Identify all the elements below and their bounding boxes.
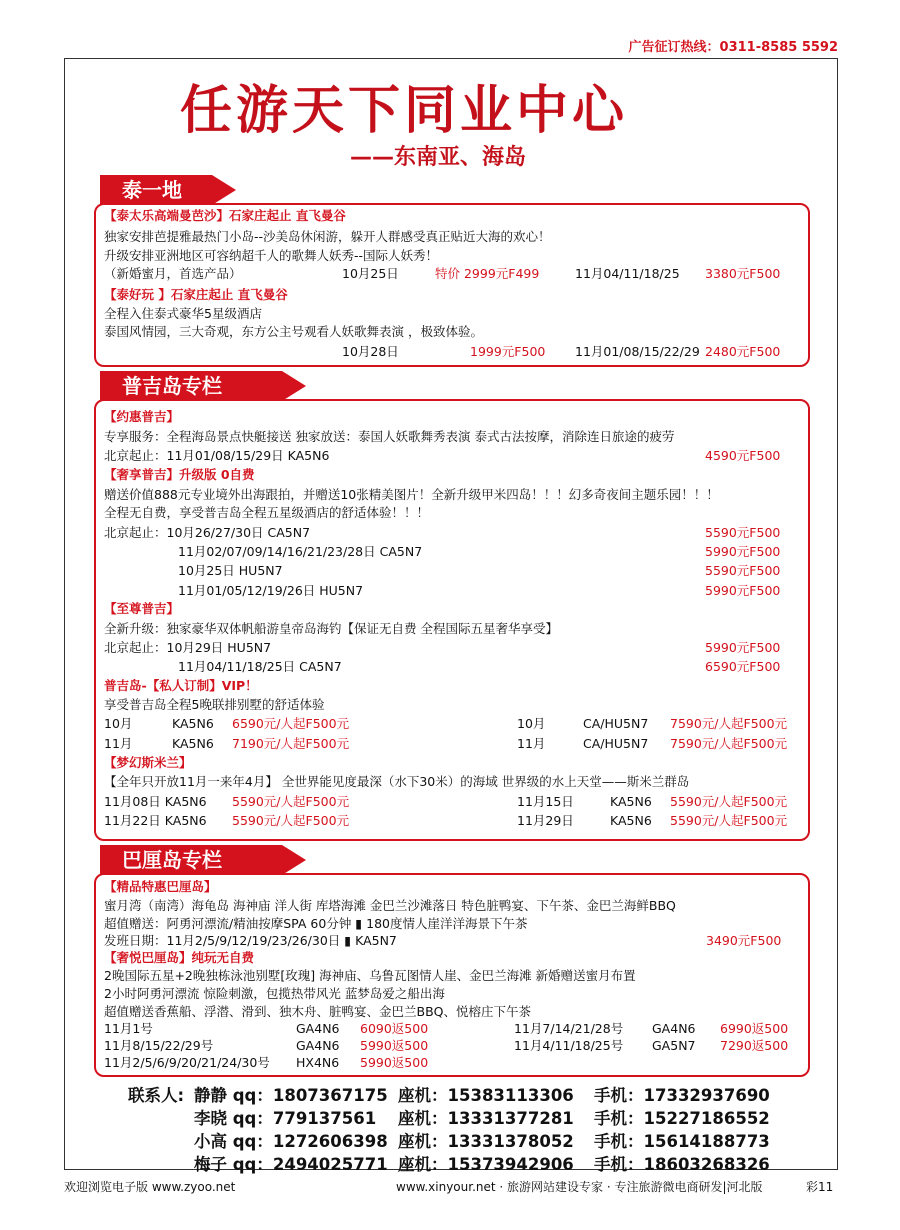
bali_lines-line: GA4N6 [296,1038,340,1053]
bali_lines-line: 【精品特惠巴厘岛】 [104,879,217,894]
phuket_lines-line: 10月25日 HU5N7 [178,563,283,578]
thai_lines-line: 【泰太乐高端曼芭沙】石家庄起止 直飞曼谷 [104,208,346,223]
contacts-label: 联系人: [128,1086,185,1105]
thai_lines-line: （新婚蜜月，首选产品） [104,266,242,281]
phuket_lines-line: 11月 [104,736,133,751]
phuket_lines-line: 【奢享普吉】升级版 0自费 [104,467,255,482]
phuket_lines-line: 北京起止：10月26/27/30日 CA5N7 [104,525,311,540]
thai_lines-line: 【泰好玩 】石家庄起止 直飞曼谷 [104,287,288,302]
thai_lines-line: 1999元F500 [470,344,546,359]
thai_lines-line: 泰国风情园，三大奇观，东方公主号观看人妖歌舞表演 ，极致体验。 [104,324,483,339]
contact-cell: 座机：13331377281 [398,1109,574,1128]
bali_lines-line: 6090返500 [360,1021,429,1036]
footer-left: 欢迎浏览电子版 www.zyoo.net [64,1180,236,1194]
phuket_lines-line: KA5N6 [172,736,214,751]
bali_lines-line: GA5N7 [652,1038,696,1053]
section-banner-phuket: 普吉岛专栏 [100,371,282,401]
phuket_lines-line: 11月29日 [517,813,574,828]
phuket_lines-line: 7590元/人起F500元 [670,736,788,751]
contact-cell: 座机：13331378052 [398,1132,574,1151]
phuket_lines-line: 普吉岛-【私人订制】VIP！ [104,678,258,693]
phuket_lines-line: CA/HU5N7 [583,736,649,751]
phuket_lines-line: KA5N6 [172,716,214,731]
phuket_lines-line: 11月15日 [517,794,574,809]
thai_lines-line: 2480元F500 [705,344,781,359]
phuket_lines-line: KA5N6 [610,794,652,809]
bali_lines-line: 6990返500 [720,1021,789,1036]
page-title: 任游天下同业中心 [180,81,629,141]
phuket_lines-line: 5590元F500 [705,563,781,578]
bali_lines-line: 7290返500 [720,1038,789,1053]
thai_lines-line: 升级安排亚洲地区可容纳超千人的歌舞人妖秀--国际人妖秀！ [104,248,439,263]
thai_lines-line: 11月01/08/15/22/29 [575,344,700,359]
phuket_lines-line: 赠送价值888元专业境外出海跟拍，并赠送10张精美图片！全新升级甲米四岛！！！幻多奇夜间主题乐园！！！ [104,487,719,502]
phuket_lines-line: 6590元/人起F500元 [232,716,350,731]
bali_lines-line: GA4N6 [296,1021,340,1036]
phuket_lines-line: 北京起止：10月29日 HU5N7 [104,640,272,655]
phuket_lines-line: 11月22日 KA5N6 [104,813,207,828]
section-banner-thai: 泰一地 [100,175,212,205]
phuket_lines-line: 7590元/人起F500元 [670,716,788,731]
bali_lines-line: 发班日期：11月2/5/9/12/19/23/26/30日 ▮ KA5N7 [104,933,397,948]
contact-cell: 手机：18603268326 [594,1155,770,1174]
phuket_lines-line: 5590元/人起F500元 [232,794,350,809]
contact-cell: 手机：17332937690 [594,1086,770,1105]
phuket_lines-line: 享受普吉岛全程5晚联排别墅的舒适体验 [104,697,325,712]
bali_lines-line: 【奢悦巴厘岛】纯玩无自费 [104,950,255,965]
bali_lines-line: 11月2/5/6/9/20/21/24/30号 [104,1055,270,1070]
phuket_lines-line: 专享服务：全程海岛景点快艇接送 独家放送：泰国人妖歌舞秀表演 泰式古法按摩，消除连日旅途的疲劳 [104,429,675,444]
contact-cell: 座机：15383113306 [398,1086,574,1105]
phuket_lines-line: 北京起止：11月01/08/15/29日 KA5N6 [104,448,330,463]
phuket_lines-line: 6590元F500 [705,659,781,674]
bali_lines-line: 超值赠送香蕉船、浮潜、滑到、独木舟、脏鸭宴、金巴兰BBQ、悦榕庄下午茶 [104,1004,531,1019]
phuket_lines-line: 【全年只开放11月一来年4月】 全世界能见度最深（水下30米）的海域 世界级的水上天堂——斯米兰群岛 [104,774,690,789]
bali_lines-line: 3490元F500 [706,933,782,948]
phuket_lines-line: 4590元F500 [705,448,781,463]
bali_lines-line: 11月1号 [104,1021,153,1036]
bali_lines-line: 5990返500 [360,1055,429,1070]
phuket_lines-line: KA5N6 [610,813,652,828]
phuket_lines-line: 全新升级：独家豪华双体帆船游皇帝岛海钓【保证无自费 全程国际五星奢华享受】 [104,621,558,636]
section-banner-bali: 巴厘岛专栏 [100,845,282,875]
bali_lines-line: 5990返500 [360,1038,429,1053]
phuket_lines-line: 11月02/07/09/14/16/21/23/28日 CA5N7 [178,544,423,559]
phuket_lines-line: 5590元/人起F500元 [670,794,788,809]
phuket_lines-line: 11月04/11/18/25日 CA5N7 [178,659,342,674]
contact-cell: 静静 qq：1807367175 [194,1086,388,1105]
thai_lines-line: 3380元F500 [705,266,781,281]
footer-page-number: 彩11 [806,1180,834,1194]
bali_lines-line: 11月4/11/18/25号 [514,1038,624,1053]
thai_lines-line: 特价 2999元F499 [435,266,540,281]
contact-cell: 手机：15227186552 [594,1109,770,1128]
bali_lines-line: 2晚国际五星+2晚独栋泳池别墅[玫瑰] 海神庙、乌鲁瓦图情人崖、金巴兰海滩 新婚赠送蜜月布置 [104,968,636,983]
thai_lines-line: 11月04/11/18/25 [575,266,680,281]
contact-cell: 座机：15373942906 [398,1155,574,1174]
thai_lines-line: 独家安排芭提雅最热门小岛--沙美岛休闲游，躲开人群感受真正贴近大海的欢心！ [104,229,551,244]
thai_lines-line: 10月28日 [342,344,399,359]
phuket_lines-line: 11月 [517,736,546,751]
phuket_lines-line: 11月08日 KA5N6 [104,794,207,809]
phuket_lines-line: 5590元/人起F500元 [670,813,788,828]
bali_lines-line: 11月7/14/21/28号 [514,1021,624,1036]
phuket_lines-line: 10月 [517,716,546,731]
bali_lines-line: HX4N6 [296,1055,340,1070]
phuket_lines-line: 7190元/人起F500元 [232,736,350,751]
contact-cell: 李晓 qq：779137561 [194,1109,377,1128]
bali_lines-line: GA4N6 [652,1021,696,1036]
section-box-thai [94,203,810,367]
phuket_lines-line: 【至尊普吉】 [104,601,180,616]
phuket_lines-line: 10月 [104,716,133,731]
contact-cell: 手机：15614188773 [594,1132,770,1151]
phuket_lines-line: CA/HU5N7 [583,716,649,731]
phuket_lines-line: 5590元/人起F500元 [232,813,350,828]
bali_lines-line: 2小时阿勇河漂流 惊险刺激，包揽热带风光 蓝梦岛爱之船出海 [104,986,445,1001]
page-subtitle: ——东南亚、海岛 [350,145,527,170]
footer-right: www.xinyour.net · 旅游网站建设专家 · 专注旅游微电商研发|河北版 [396,1180,763,1194]
contact-cell: 小高 qq：1272606398 [194,1132,388,1151]
bali_lines-line: 超值赠送：阿勇河漂流/精油按摩SPA 60分钟 ▮ 180度情人崖洋洋海景下午茶 [104,916,528,931]
phuket_lines-line: 【约惠普吉】 [104,409,180,424]
phuket_lines-line: 5990元F500 [705,583,781,598]
phuket_lines-line: 【梦幻斯米兰】 [104,755,192,770]
contact-cell: 梅子 qq：2494025771 [194,1155,388,1174]
phuket_lines-line: 5990元F500 [705,544,781,559]
ad-hotline: 广告征订热线：0311-8585 5592 [628,40,838,55]
phuket_lines-line: 11月01/05/12/19/26日 HU5N7 [178,583,364,598]
bali_lines-line: 11月8/15/22/29号 [104,1038,214,1053]
thai_lines-line: 10月25日 [342,266,399,281]
phuket_lines-line: 全程无自费，享受普吉岛全程五星级酒店的舒适体验！！！ [104,505,430,520]
phuket_lines-line: 5590元F500 [705,525,781,540]
phuket_lines-line: 5990元F500 [705,640,781,655]
bali_lines-line: 蜜月湾（南湾）海龟岛 海神庙 洋人街 库塔海滩 金巴兰沙滩落日 特色脏鸭宴、下午茶、金巴兰海鲜BBQ [104,898,676,913]
thai_lines-line: 全程入住泰式豪华5星级酒店 [104,306,262,321]
